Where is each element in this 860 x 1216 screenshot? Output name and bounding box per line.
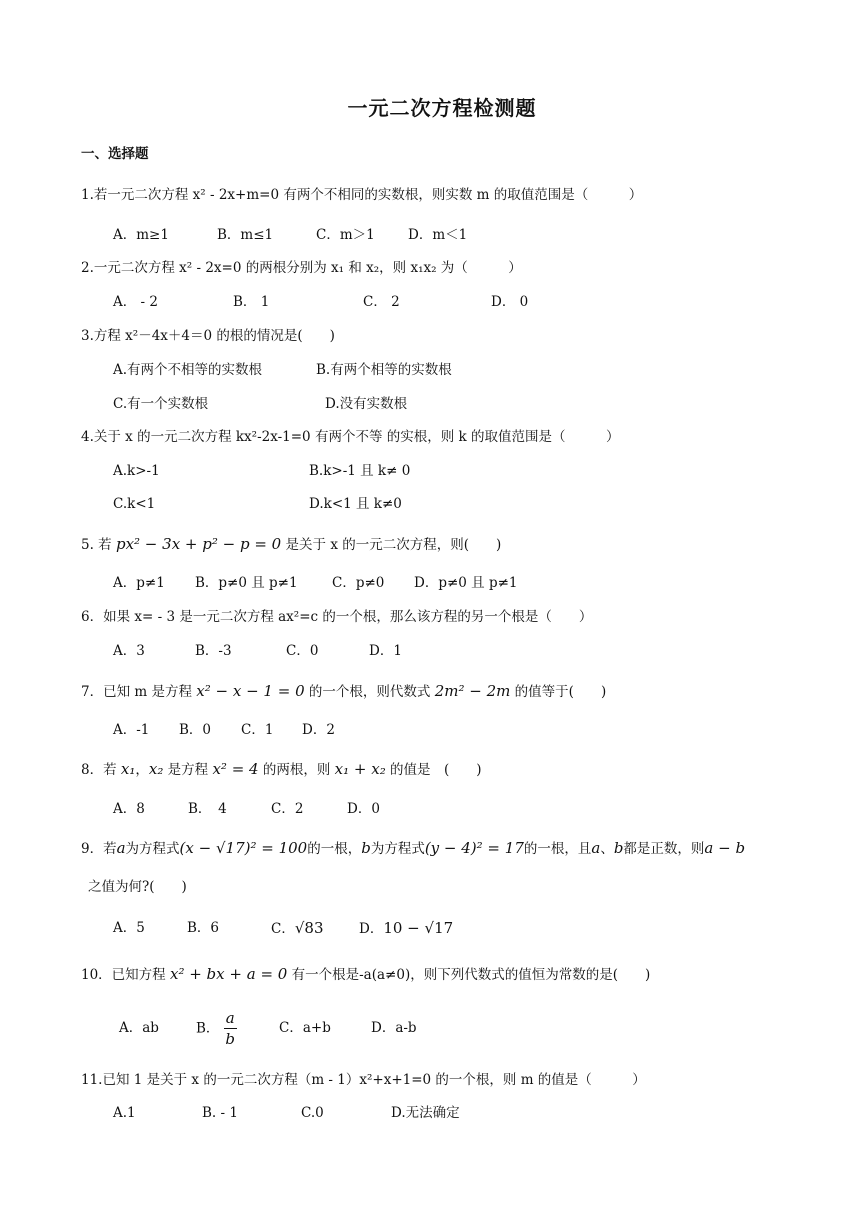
question-5: 5. 若 px² − 3x + p² − p = 0 是关于 x 的一元二次方程，则( ) (81, 535, 502, 553)
expression: 2m² − 2m (434, 682, 511, 700)
option-b: B.k>-1 且 k≠ 0 (309, 463, 411, 479)
option-b: B． 1 (233, 294, 270, 310)
question-7: 7．已知 m 是方程 x² − x − 1 = 0 的一个根，则代数式 2m² − 2m 的值等于( ) (81, 682, 607, 700)
expression: a − b (704, 839, 746, 857)
page-title: 一元二次方程检测题 (347, 96, 537, 120)
question-4: 4.关于 x 的一元二次方程 kx²-2x-1=0 有两个不等 的实根，则 k 的取值范围是（ ） (81, 429, 620, 445)
question-1-options (113, 225, 813, 245)
option-d: D．m＜1 (408, 227, 468, 243)
question-3-options-row2 (113, 394, 813, 414)
question-2: 2.一元二次方程 x² - 2x=0 的两根分别为 x₁ 和 x₂，则 x₁x₂ 为（ ） (81, 260, 522, 276)
question-2-options (113, 292, 813, 312)
option-b: B．0 (179, 722, 212, 738)
option-d: D．10 − √17 (359, 919, 454, 937)
option-c: C．√83 (271, 919, 324, 937)
option-c: C.k<1 (113, 496, 156, 512)
question-7-options (113, 720, 813, 740)
question-3: 3.方程 x²－4x＋4＝0 的根的情况是( ) (81, 328, 335, 344)
option-a: A．ab (119, 1020, 159, 1036)
option-a: A.k>-1 (113, 463, 160, 479)
question-5-options (113, 573, 813, 593)
fraction: $\frac{a}{b}$ (225, 1009, 235, 1048)
option-b: B．6 (187, 920, 220, 936)
option-a: A．p≠1 (113, 575, 165, 591)
option-c: C．0 (286, 643, 319, 659)
question-1: 1.若一元二次方程 x² - 2x+m=0 有两个不相同的实数根，则实数 m 的取值范围是（ ） (81, 187, 643, 203)
option-d: D.无法确定 (391, 1105, 460, 1121)
option-d: D． 0 (491, 294, 529, 310)
question-4-options-row1 (113, 461, 813, 481)
option-d: D．1 (369, 643, 402, 659)
equation-1: (x − √17)² = 100 (179, 839, 308, 857)
question-3-options-row1 (113, 360, 813, 380)
question-4-options-row2 (113, 494, 813, 514)
question-11-options (113, 1103, 813, 1123)
section-heading: 一、选择题 (81, 146, 149, 162)
question-6-options (113, 641, 813, 661)
option-a: A． - 2 (113, 294, 158, 310)
option-b: B. - 1 (202, 1105, 238, 1121)
equation-2: (y − 4)² = 17 (424, 839, 524, 857)
equation: px² − 3x + p² − p = 0 (115, 535, 282, 553)
expression: x₁ + x₂ (334, 760, 386, 778)
question-9-line2: 之值为何?( ) (88, 879, 187, 895)
option-a: A．8 (113, 801, 145, 817)
option-a: A.1 (113, 1105, 136, 1121)
question-10: 10．已知方程 x² + bx + a = 0 有一个根是-a(a≠0)，则下列代数式的值恒为常数的是( ) (81, 965, 651, 983)
question-8-options (113, 799, 813, 819)
option-b: B．-3 (195, 643, 232, 659)
option-b: B.有两个相等的实数根 (316, 362, 452, 378)
option-c: C．m＞1 (316, 227, 375, 243)
question-6: 6．如果 x= - 3 是一元二次方程 ax²=c 的一个根，那么该方程的另一个根是（ ） (81, 609, 593, 625)
question-9-options (113, 918, 813, 938)
option-c: C．1 (241, 722, 274, 738)
option-c: C．2 (271, 801, 304, 817)
option-b: B． $\frac{a}{b}$ (196, 1009, 235, 1048)
question-10-options (113, 1009, 813, 1048)
equation: x² = 4 (212, 760, 259, 778)
option-c: C.0 (301, 1105, 324, 1121)
question-9: 9．若a为方程式(x − √17)² = 100的一根，b为方程式(y − 4)² = 17的一根，且a、b都是正数，则a − b (81, 839, 746, 857)
option-a: A．5 (113, 920, 145, 936)
option-b: B．m≤1 (217, 227, 274, 243)
option-a: A．-1 (113, 722, 150, 738)
option-a: A.有两个不相等的实数根 (113, 362, 263, 378)
equation: x² + bx + a = 0 (169, 965, 288, 983)
option-d: D．a-b (371, 1020, 417, 1036)
option-c: C． 2 (363, 294, 400, 310)
option-c: C．p≠0 (332, 575, 385, 591)
option-a: A．m≥1 (113, 227, 169, 243)
option-d: D．p≠0 且 p≠1 (414, 575, 518, 591)
option-c: C.有一个实数根 (113, 396, 209, 412)
option-b: B． 4 (188, 801, 227, 817)
option-a: A．3 (113, 643, 145, 659)
option-d: D.没有实数根 (325, 396, 408, 412)
option-d: D.k<1 且 k≠0 (309, 496, 402, 512)
option-b: B．p≠0 且 p≠1 (195, 575, 298, 591)
equation: x² − x − 1 = 0 (196, 682, 305, 700)
question-8: 8．若 x₁，x₂ 是方程 x² = 4 的两根，则 x₁ + x₂ 的值是 ( ) (81, 760, 482, 778)
option-d: D．2 (302, 722, 335, 738)
option-c: C．a+b (279, 1020, 331, 1036)
option-d: D．0 (347, 801, 380, 817)
question-11: 11.已知 1 是关于 x 的一元二次方程（m - 1）x²+x+1=0 的一个根，则 m 的值是（ ） (81, 1072, 646, 1088)
